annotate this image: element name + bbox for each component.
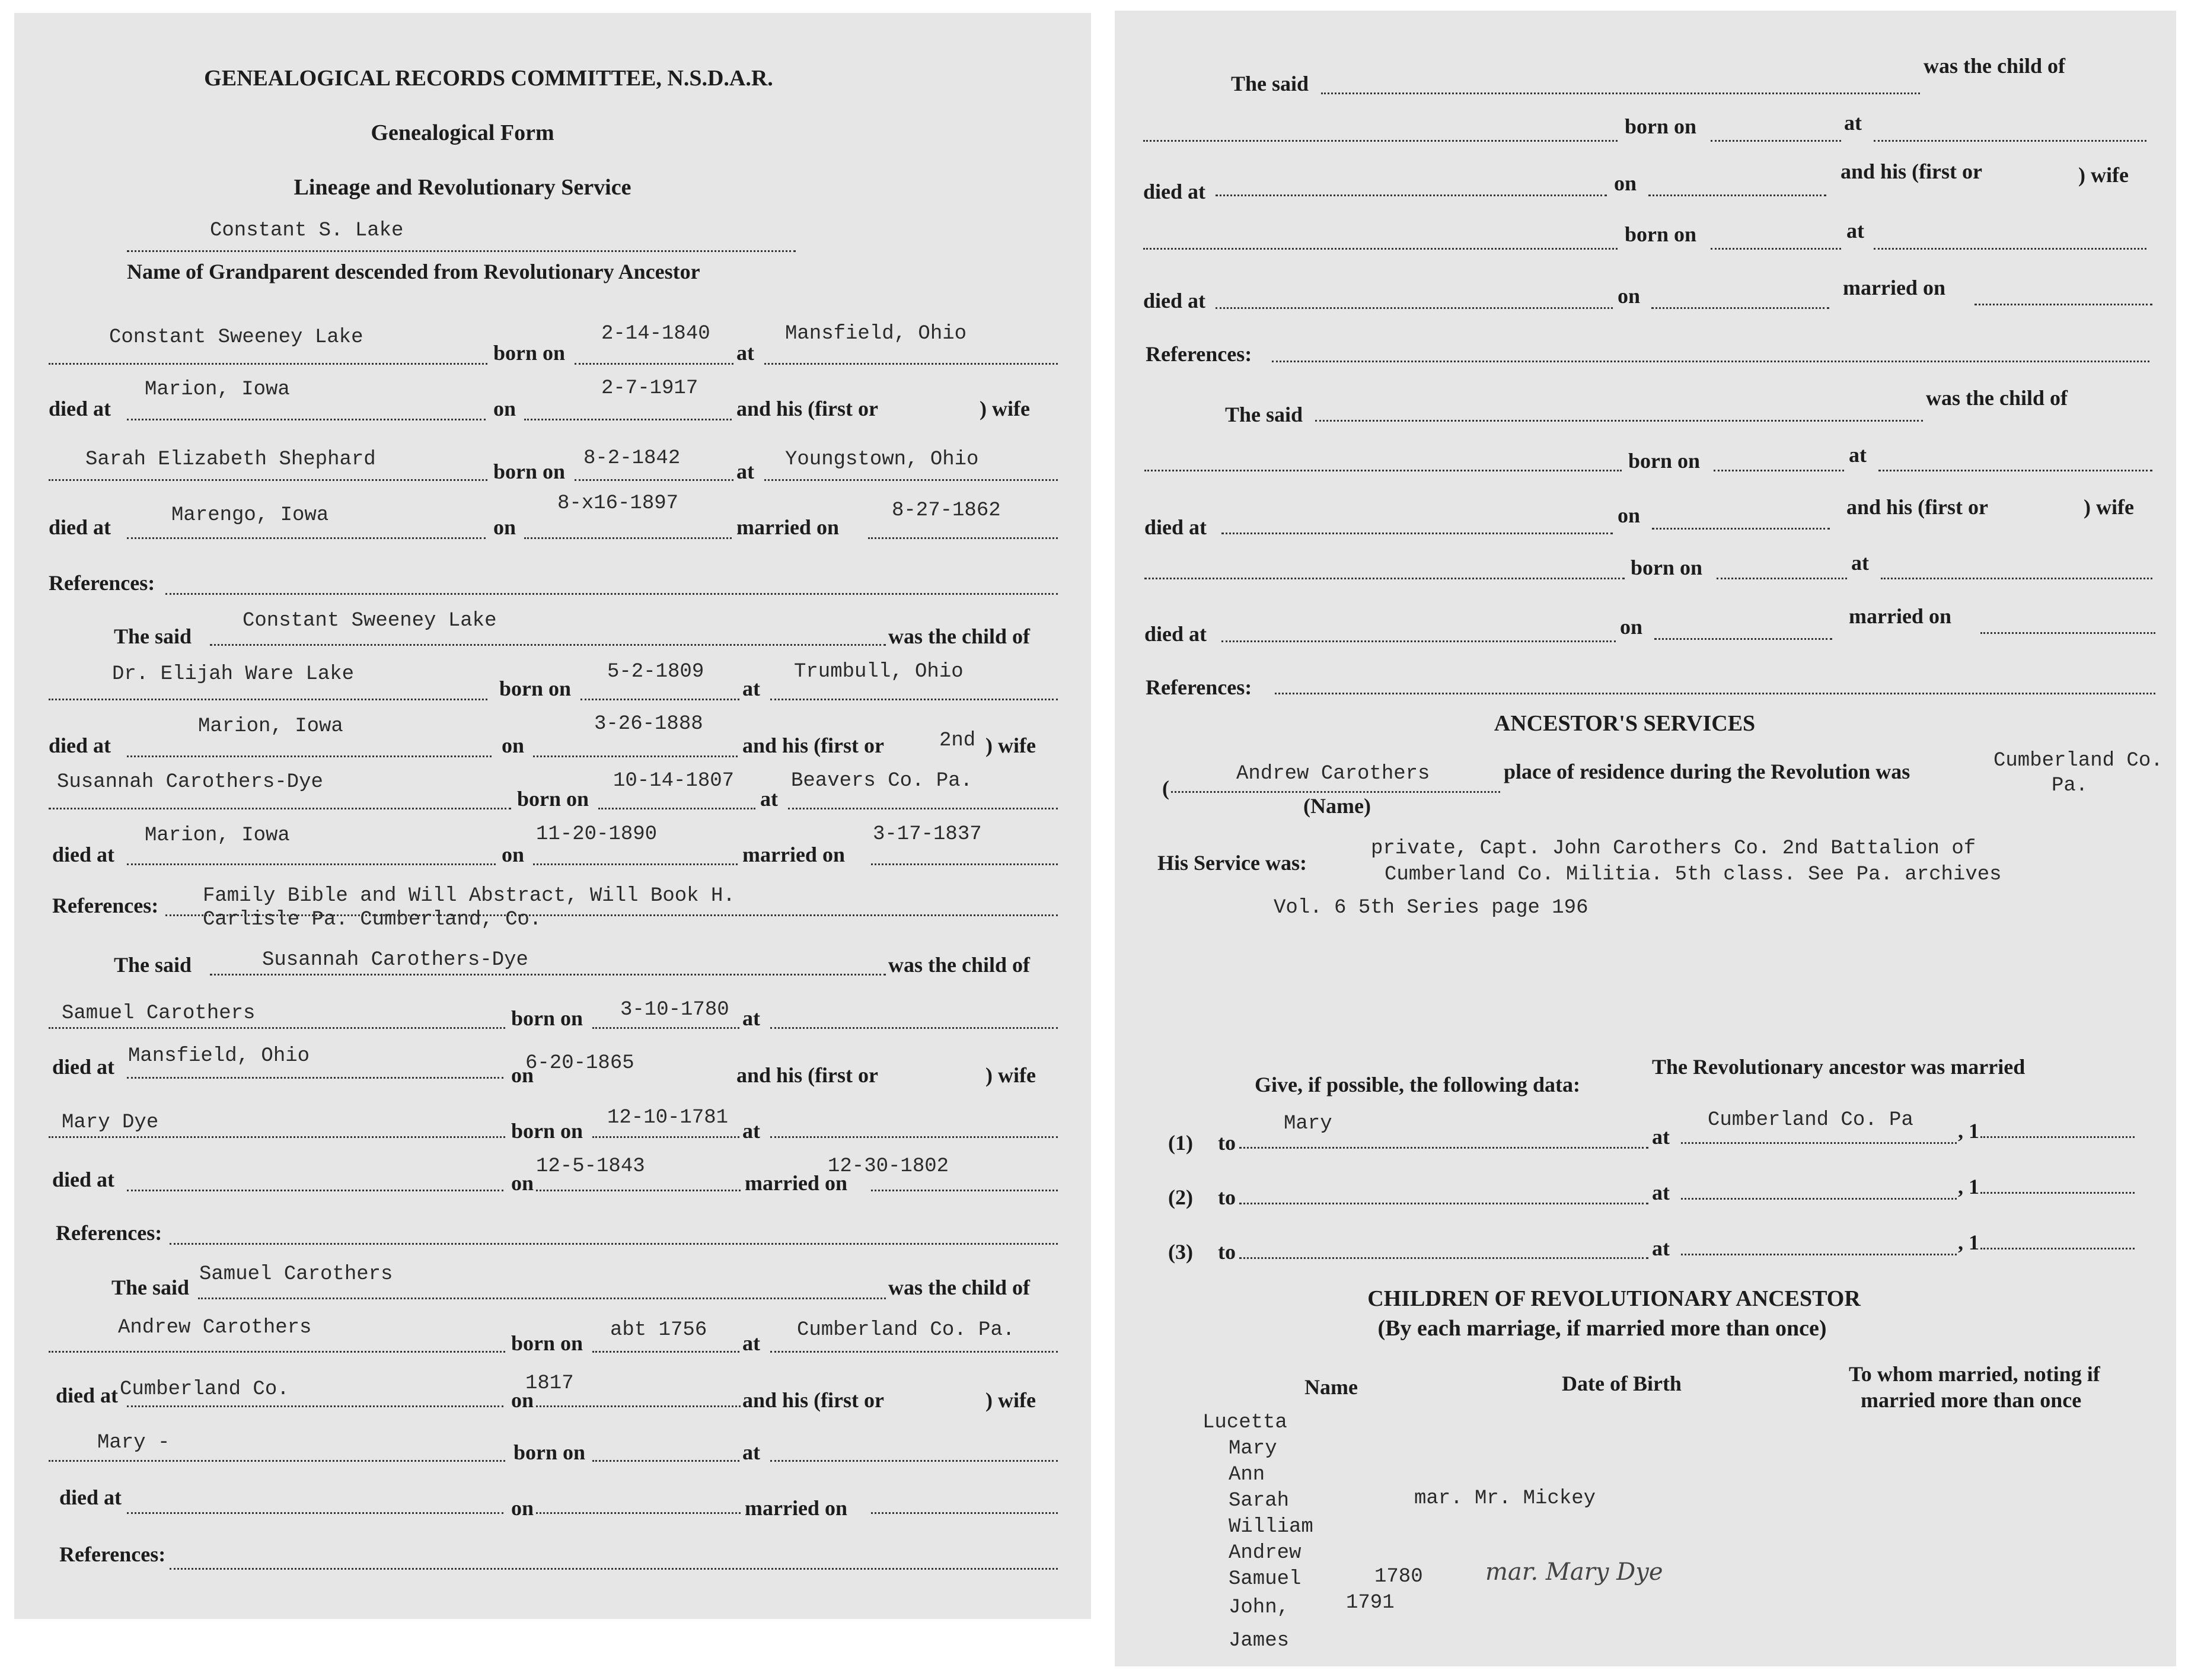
- s4-wife-at-line: [770, 1460, 1058, 1462]
- s1-married-label: married on: [736, 515, 839, 539]
- s3-at-line: [770, 1027, 1058, 1029]
- s3-born-line: [592, 1027, 739, 1029]
- s1-wife-born-line: [575, 479, 733, 481]
- service-line-2: Cumberland Co. Militia. 5th class. See Pa. archives: [1385, 863, 2002, 886]
- s2-married-label: married on: [742, 843, 845, 866]
- s2-wife-at-line: [788, 808, 1058, 809]
- ra-wife-died-line: [1216, 307, 1613, 309]
- children-col-married-1: To whom married, noting if: [1849, 1362, 2100, 1386]
- s1-wife-at-label: at: [736, 460, 754, 483]
- s2-wife-on-line: [533, 863, 738, 865]
- rb-wife-born-line: [1717, 578, 1847, 579]
- s4-wife-born-line: [592, 1460, 739, 1462]
- marriage-3-to-line: [1239, 1257, 1648, 1259]
- s2-on-line: [533, 755, 738, 757]
- s1-wife-line: [49, 479, 487, 481]
- marriage-1-to: Mary: [1284, 1112, 1332, 1135]
- s1-wife-on-label: on: [493, 515, 516, 539]
- s4-married-label: married on: [745, 1496, 847, 1520]
- s4-wife-line: [49, 1460, 505, 1462]
- children-heading: CHILDREN OF REVOLUTIONARY ANCESTOR: [1367, 1286, 1861, 1311]
- ra-wife-line: [1143, 248, 1618, 250]
- s3-married-date: 12-30-1802: [828, 1155, 949, 1178]
- s2-references-line: [165, 914, 1058, 916]
- marriage-intro: Give, if possible, the following data:: [1255, 1073, 1581, 1096]
- s4-references-line: [170, 1568, 1058, 1570]
- s1-died-place: Marion, Iowa: [145, 378, 290, 401]
- ra-born-line: [1711, 140, 1841, 142]
- marriage-3-to-label: to: [1218, 1240, 1236, 1264]
- s1-born-place: Mansfield, Ohio: [785, 323, 967, 345]
- s3-on-label: on: [511, 1063, 534, 1087]
- s4-said-line: [198, 1298, 886, 1299]
- s3-died-date: 6-20-1865: [525, 1052, 634, 1075]
- marriage-1-to-line: [1239, 1147, 1648, 1149]
- grandparent-label: Name of Grandparent descended from Revolutionary Ancestor: [127, 260, 700, 283]
- s4-wife-name: Mary -: [97, 1432, 170, 1454]
- rb-wife-on-label: on: [1620, 615, 1643, 639]
- marriage-3-at-label: at: [1652, 1236, 1670, 1260]
- s3-wife-born-line: [592, 1136, 739, 1138]
- marriage-3-year-prefix: , 1: [1958, 1230, 1979, 1254]
- ra-wife-at-line: [1874, 248, 2146, 250]
- s1-at-line: [764, 363, 1058, 365]
- child-5-name: William: [1229, 1516, 1313, 1538]
- s2-died-place: Marion, Iowa: [198, 715, 343, 738]
- s2-wife-born-place: Beavers Co. Pa.: [791, 770, 973, 792]
- s2-wife-died-line: [127, 863, 496, 865]
- s3-said-line: [210, 974, 886, 976]
- s2-wife-at-label: at: [760, 787, 778, 811]
- s4-born-date: abt 1756: [610, 1319, 707, 1341]
- left-form-page: [14, 13, 1091, 1619]
- child-7-married: mar. Mary Dye: [1485, 1558, 1663, 1586]
- s3-died-place: Mansfield, Ohio: [128, 1045, 310, 1067]
- s3-married-label: married on: [745, 1171, 847, 1195]
- s4-wife-label: ) wife: [985, 1388, 1036, 1412]
- child-7-birth: 1780: [1374, 1566, 1423, 1588]
- s1-born-line: [575, 363, 733, 365]
- s4-on-label: on: [511, 1388, 534, 1412]
- s4-wife-at-label: at: [742, 1440, 760, 1464]
- marriage-2-year-prefix: , 1: [1958, 1175, 1979, 1198]
- ra-wife-at-label: at: [1846, 219, 1864, 243]
- child-4-married: mar. Mr. Mickey: [1414, 1487, 1596, 1510]
- s2-born-label: born on: [499, 677, 572, 700]
- s2-on-label: on: [502, 734, 525, 757]
- ra-references-label: References:: [1146, 342, 1252, 366]
- s1-wife-died-label: died at: [49, 515, 111, 539]
- s3-born-date: 3-10-1780: [620, 999, 729, 1021]
- committee-title: GENEALOGICAL RECORDS COMMITTEE, N.S.D.A.R.: [204, 66, 773, 91]
- s2-references-2: Carlisle Pa. Cumberland, Co.: [203, 908, 542, 931]
- children-col-name: Name: [1304, 1375, 1358, 1399]
- marriage-3-at-line: [1681, 1254, 1957, 1255]
- ra-wife-born-line: [1711, 248, 1841, 250]
- rb-born-label: born on: [1628, 449, 1701, 473]
- marriage-3-num: (3): [1168, 1240, 1193, 1264]
- marriage-2-num: (2): [1168, 1185, 1193, 1209]
- ancestor-name: Andrew Carothers: [1236, 763, 1430, 785]
- grandparent-name: Constant S. Lake: [210, 219, 404, 242]
- marriage-1-at-label: at: [1652, 1125, 1670, 1149]
- s3-born-label: born on: [511, 1006, 583, 1030]
- s4-references-label: References:: [59, 1542, 166, 1566]
- s1-died-line: [127, 419, 486, 420]
- s4-wife-died-line: [127, 1512, 503, 1514]
- rb-born-line: [1714, 470, 1844, 471]
- s4-at-label: at: [742, 1331, 760, 1355]
- ra-wife-on-line: [1651, 307, 1829, 309]
- s2-died-label: died at: [49, 734, 111, 757]
- rb-wife-line: [1144, 578, 1625, 579]
- s2-said-name: Constant Sweeney Lake: [243, 610, 497, 632]
- ra-on-line: [1648, 195, 1826, 196]
- rb-married-label: married on: [1849, 604, 1951, 628]
- s3-father: Samuel Carothers: [62, 1002, 256, 1025]
- s2-andhis-label: and his (first or: [742, 734, 885, 757]
- s3-wife-name: Mary Dye: [62, 1111, 159, 1134]
- children-col-married-2: married more than once: [1861, 1388, 2082, 1412]
- s4-died-label: died at: [56, 1383, 119, 1407]
- s4-andhis-label: and his (first or: [742, 1388, 885, 1412]
- rb-wife-on-line: [1654, 638, 1832, 640]
- marriage-3-year-line: [1980, 1248, 2135, 1249]
- s2-wife-died-label: died at: [52, 843, 115, 866]
- s2-wife-died-date: 11-20-1890: [536, 823, 658, 846]
- s1-born-date: 2-14-1840: [601, 323, 710, 345]
- rb-said-line: [1315, 420, 1923, 422]
- s2-wife-born-line: [598, 808, 755, 809]
- s3-references-label: References:: [56, 1221, 162, 1245]
- s2-references-label: References:: [52, 894, 159, 917]
- ra-at-line: [1874, 140, 2146, 142]
- marriage-2-to-line: [1239, 1203, 1648, 1204]
- ra-at-label: at: [1844, 111, 1862, 135]
- s4-died-place: Cumberland Co.: [120, 1378, 289, 1401]
- s1-wife-at-line: [764, 479, 1058, 481]
- s1-wife-born-place: Youngstown, Ohio: [785, 448, 979, 471]
- s2-wife-label: ) wife: [985, 734, 1036, 757]
- ra-born-label: born on: [1625, 114, 1697, 138]
- marriage-2-year-line: [1980, 1192, 2135, 1194]
- s3-references-line: [170, 1243, 1058, 1245]
- s4-father: Andrew Carothers: [118, 1316, 312, 1339]
- child-2-name: Mary: [1229, 1437, 1277, 1460]
- marriage-1-at-line: [1681, 1142, 1957, 1144]
- s2-wife-name: Susannah Carothers-Dye: [57, 771, 323, 793]
- service-line-1: private, Capt. John Carothers Co. 2nd Battalion of: [1371, 837, 1976, 860]
- s2-at-label: at: [742, 677, 760, 700]
- residence-2: Pa.: [2052, 774, 2088, 797]
- s3-married-line: [871, 1190, 1058, 1191]
- s3-said-name: Susannah Carothers-Dye: [262, 949, 528, 971]
- s4-born-place: Cumberland Co. Pa.: [797, 1319, 1015, 1341]
- s3-wife-born-date: 12-10-1781: [607, 1107, 729, 1129]
- rb-wife-at-label: at: [1851, 551, 1869, 575]
- s1-born-label: born on: [493, 341, 566, 365]
- s2-references-1: Family Bible and Will Abstract, Will Book H.: [203, 885, 735, 907]
- s1-wife-on-line: [524, 537, 732, 539]
- s2-married-line: [871, 863, 1058, 865]
- rb-wife-born-label: born on: [1631, 556, 1703, 579]
- s2-at-line: [770, 699, 1058, 700]
- rb-wife-died-line: [1221, 640, 1616, 642]
- s1-married-date: 8-27-1862: [892, 499, 1001, 522]
- s3-died-line: [127, 1077, 503, 1079]
- s4-wife-died-label: died at: [59, 1485, 122, 1509]
- s1-married-line: [868, 537, 1058, 539]
- children-subheading: (By each marriage, if married more than once): [1377, 1316, 1827, 1341]
- s4-born-label: born on: [511, 1331, 583, 1355]
- rb-child-label: was the child of: [1926, 386, 2068, 410]
- marriage-2-at-line: [1681, 1198, 1957, 1200]
- rb-references-label: References:: [1146, 675, 1252, 699]
- rb-died-line: [1221, 533, 1613, 534]
- marriage-2-at-label: at: [1652, 1181, 1670, 1204]
- ra-died-label: died at: [1143, 180, 1206, 203]
- s2-died-date: 3-26-1888: [594, 713, 703, 735]
- s4-born-line: [592, 1351, 739, 1353]
- s2-wife-born-date: 10-14-1807: [613, 770, 735, 792]
- s3-father-line: [49, 1027, 505, 1029]
- s2-born-place: Trumbull, Ohio: [794, 661, 964, 683]
- service-line-3: Vol. 6 5th Series page 196: [1274, 897, 1588, 919]
- s2-wife-died-place: Marion, Iowa: [145, 824, 290, 847]
- rb-wife-label: ) wife: [2084, 495, 2134, 519]
- ancestor-name-line: [1171, 791, 1500, 793]
- ancestor-name-label: (Name): [1303, 794, 1371, 818]
- rb-references-line: [1275, 693, 2155, 694]
- s4-said-name: Samuel Carothers: [199, 1263, 393, 1286]
- child-8-name: John,: [1229, 1596, 1290, 1619]
- rb-father-line: [1144, 470, 1622, 471]
- ra-said-line: [1321, 93, 1920, 94]
- s1-andhis-label: and his (first or: [736, 397, 879, 420]
- services-open-paren: (: [1162, 776, 1169, 800]
- s4-wife-on-label: on: [511, 1496, 534, 1520]
- child-9-name: James: [1229, 1630, 1290, 1652]
- ra-married-label: married on: [1843, 276, 1945, 299]
- rb-andhis-label: and his (first or: [1846, 495, 1989, 519]
- marriage-1-num: (1): [1168, 1131, 1193, 1155]
- form-subtitle: Lineage and Revolutionary Service: [294, 175, 631, 200]
- s3-wife-born-label: born on: [511, 1119, 583, 1143]
- rb-at-line: [1878, 470, 2152, 471]
- child-7-name: Samuel: [1229, 1568, 1302, 1590]
- s2-wife-on-label: on: [502, 843, 525, 866]
- child-1-name: Lucetta: [1202, 1411, 1287, 1434]
- s4-said-label: The said: [111, 1276, 190, 1299]
- ra-references-line: [1272, 361, 2149, 362]
- s3-wife-line: [49, 1136, 505, 1138]
- ra-father-line: [1143, 140, 1618, 142]
- s1-wife-name: Sarah Elizabeth Shephard: [85, 448, 376, 471]
- residence-1: Cumberland Co.: [1993, 750, 2163, 772]
- s2-said-label: The said: [114, 624, 192, 648]
- rb-on-line: [1652, 528, 1830, 530]
- s2-born-date: 5-2-1809: [607, 661, 704, 683]
- s1-person: Constant Sweeney Lake: [109, 326, 363, 349]
- ra-wife-label: ) wife: [2078, 163, 2129, 187]
- form-title: Genealogical Form: [371, 120, 554, 145]
- s3-said-label: The said: [114, 953, 192, 977]
- rb-died-label: died at: [1144, 515, 1207, 539]
- s4-father-line: [49, 1351, 505, 1353]
- s4-died-date: 1817: [525, 1372, 574, 1395]
- s2-wife-order: 2nd: [939, 729, 976, 752]
- s1-died-date: 2-7-1917: [601, 377, 698, 400]
- s3-wife-label: ) wife: [985, 1063, 1036, 1087]
- s3-andhis-label: and his (first or: [736, 1063, 879, 1087]
- marriage-1-year-prefix: , 1: [1958, 1119, 1979, 1143]
- s4-child-label: was the child of: [888, 1276, 1031, 1299]
- ra-married-line: [1975, 304, 2152, 305]
- s2-wife-line: [49, 808, 511, 809]
- s2-born-line: [580, 699, 739, 700]
- s1-wife-born-label: born on: [493, 460, 566, 483]
- ra-died-line: [1216, 195, 1607, 196]
- rb-wife-at-line: [1881, 578, 2152, 579]
- marriage-1-to-label: to: [1218, 1131, 1236, 1155]
- service-label: His Service was:: [1157, 851, 1307, 875]
- ra-said-label: The said: [1231, 72, 1309, 95]
- children-col-birth: Date of Birth: [1562, 1372, 1682, 1395]
- right-form-page: [1115, 11, 2176, 1666]
- s2-father-line: [49, 699, 487, 700]
- s1-references-line: [165, 593, 1058, 595]
- s2-child-label: was the child of: [888, 624, 1031, 648]
- s3-wife-died-date: 12-5-1843: [536, 1155, 645, 1178]
- s1-wife-died-line: [127, 537, 486, 539]
- services-heading: ANCESTOR'S SERVICES: [1494, 711, 1756, 736]
- s2-wife-born-label: born on: [517, 787, 589, 811]
- ra-wife-on-label: on: [1618, 284, 1641, 308]
- s4-on-line: [536, 1405, 741, 1407]
- s4-married-line: [871, 1512, 1058, 1514]
- s1-on-line: [524, 419, 732, 420]
- s1-died-label: died at: [49, 397, 111, 420]
- ra-wife-born-label: born on: [1625, 222, 1697, 246]
- s3-wife-at-label: at: [742, 1119, 760, 1143]
- marriage-1-at: Cumberland Co. Pa: [1708, 1109, 1913, 1131]
- s1-wife-died-date: 8-x16-1897: [557, 492, 679, 515]
- s1-wife-died-place: Marengo, Iowa: [171, 504, 329, 527]
- s3-wife-at-line: [770, 1136, 1058, 1138]
- child-3-name: Ann: [1229, 1464, 1265, 1486]
- rb-married-line: [1980, 632, 2155, 634]
- s3-at-label: at: [742, 1006, 760, 1030]
- child-8-birth: 1791: [1346, 1592, 1395, 1614]
- s2-married-date: 3-17-1837: [873, 823, 982, 846]
- s1-at-label: at: [736, 341, 754, 365]
- s3-wife-on-line: [536, 1190, 741, 1191]
- rb-at-label: at: [1849, 443, 1867, 467]
- s3-child-label: was the child of: [888, 953, 1031, 977]
- ra-on-label: on: [1614, 171, 1637, 195]
- rb-said-label: The said: [1225, 403, 1303, 426]
- child-6-name: Andrew: [1229, 1542, 1302, 1564]
- s3-wife-on-label: on: [511, 1171, 534, 1195]
- s3-wife-died-label: died at: [52, 1168, 115, 1191]
- s4-died-line: [127, 1405, 503, 1407]
- ra-wife-died-label: died at: [1143, 289, 1206, 313]
- child-4-name: Sarah: [1229, 1490, 1290, 1512]
- s1-person-line: [49, 363, 487, 365]
- s1-references-label: References:: [49, 571, 155, 595]
- s1-wife-born-date: 8-2-1842: [583, 447, 681, 470]
- s4-wife-born-label: born on: [513, 1440, 586, 1464]
- marriage-2-to-label: to: [1218, 1185, 1236, 1209]
- rb-wife-died-label: died at: [1144, 622, 1207, 646]
- s2-father: Dr. Elijah Ware Lake: [112, 663, 355, 686]
- s4-at-line: [770, 1351, 1058, 1353]
- residence-label: place of residence during the Revolution was: [1504, 760, 1910, 783]
- rb-on-label: on: [1618, 503, 1641, 527]
- s2-said-line: [210, 644, 886, 646]
- s3-died-label: died at: [52, 1055, 115, 1079]
- s3-wife-died-line: [127, 1190, 503, 1191]
- ra-andhis-label: and his (first or: [1840, 160, 1983, 183]
- s1-on-label: on: [493, 397, 516, 420]
- grandparent-line: [127, 250, 796, 252]
- marriage-1-year-line: [1980, 1136, 2135, 1138]
- s4-wife-on-line: [536, 1512, 741, 1514]
- ra-child-label: was the child of: [1924, 54, 2066, 78]
- s1-wife-label: ) wife: [980, 397, 1030, 420]
- marriage-label: The Revolutionary ancestor was married: [1652, 1055, 2025, 1079]
- s2-died-line: [127, 755, 492, 757]
